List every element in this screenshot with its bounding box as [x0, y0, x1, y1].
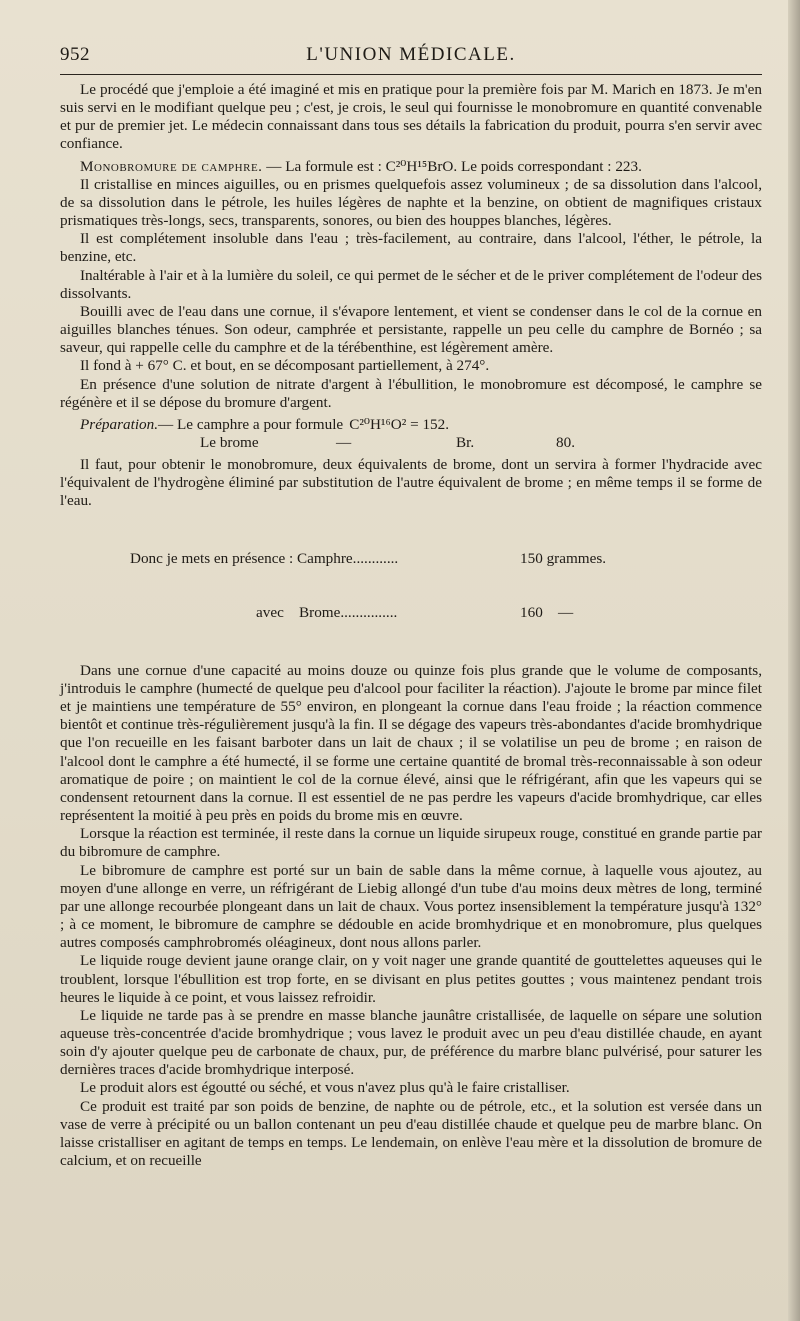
- paragraph-cristallise: Il cristallise en minces aiguilles, ou en prismes quelquefois assez volumineux ; de sa dissolution dans l'alcool, de sa dissolution dans le pétrole, les huiles légères de naphte et la benzine, on obtient de magnifiques cristaux prismatiques très-longs, secs, transparents, sonores, ou bien des houppes blanches, légères.: [60, 175, 762, 230]
- paragraph-cornue: Dans une cornue d'une capacité au moins douze ou quinze fois plus grande que le volume de composants, j'introduis le camphre (humecté de quelque peu d'alcool pour faciliter la réaction). J'ajoute le brome par mince filet et je maintiens une température de 55° environ, en plongeant la cornue dans l'eau froide ; la réaction commence bientôt et continue très-régulièrement jusqu'à la fin. Il se dégage des vapeurs très-abondantes d'acide bromhydrique que l'on recueille en les faisant barboter dans un lait de chaux ; il se volatilise un peu de brome ; en raison de l'alcool dont le camphre a été humecté, il se forme une certaine quantité de bromal très-reconnaissable à son odeur aromatique de poire ; on maintient le col de la cornue élevé, ainsi que le réfrigérant, afin que les vapeurs qui se condensent retournent dans la cornue. Il est essentiel de ne pas perdre les vapeurs d'acide bromhydrique, car elles représentent la moitié à peu près en poids du brome mis en œuvre.: [60, 661, 762, 825]
- recipe-line-camphre: [130, 550, 762, 568]
- article-body: [60, 81, 762, 1170]
- preparation-line-camphre: [60, 416, 762, 434]
- section-heading-monobromure: Monobromure de camphre.: [80, 157, 263, 175]
- recipe-brome-value: 160 —: [520, 604, 574, 622]
- preparation-brome-dash: —: [336, 433, 352, 451]
- running-title: L'UNION MÉDICALE.: [306, 44, 516, 65]
- paragraph-nitrate: En présence d'une solution de nitrate d'argent à l'ébullition, le monobromure est décomposé, le camphre se régénère et il se dépose du bromure d'argent.: [60, 375, 762, 411]
- page-header: [60, 42, 762, 72]
- header-rule: [60, 74, 762, 75]
- preparation-brome-symbol: Br.: [456, 433, 475, 451]
- preparation-brome-label: Le brome: [200, 433, 259, 451]
- preparation-brome-weight: 80.: [556, 433, 575, 451]
- paragraph-liquide-rouge: Le liquide rouge devient jaune orange clair, on y voit nager une grande quantité de gouttelettes aqueuses qui le troublent, lorsque l'ébullition est trop forte, en se divisant en plus petites gouttes ; vous maintenez pendant trois heures le liquide à ce point, et vous laissez refroidir.: [60, 952, 762, 1006]
- paragraph-benzine: Ce produit est traité par son poids de benzine, de naphte ou de pétrole, etc., et la solution est versée dans un vase de verre à précipité ou un ballon contenant un peu d'eau distillée chaude et quelque peu de marbre blanc. On laisse cristalliser en agitant de temps en temps. Le lendemain, on enlève l'eau mère et la dissolution de bromure de calcium, et on recueille: [60, 1097, 762, 1170]
- recipe-camphre-value: 150 grammes.: [520, 549, 607, 567]
- formula-text: — La formule est : C²⁰H¹⁵BrO. Le poids correspondant : 223.: [262, 157, 642, 175]
- paragraph-inalterable: Inaltérable à l'air et à la lumière du soleil, ce qui permet de le sécher et de le priver complétement de l'odeur des dissolvants.: [60, 266, 762, 302]
- preparation-camphre-text: — Le camphre a pour formule: [158, 415, 344, 433]
- paragraph-il-faut: Il faut, pour obtenir le monobromure, deux équivalents de brome, dont un servira à former l'hydracide avec l'équivalent de l'hydrogène éliminé par substitution de l'autre équivalent de brome ; en même temps il se forme de l'eau.: [60, 456, 762, 510]
- paragraph-procede: Le procédé que j'emploie a été imaginé et mis en pratique pour la première fois par M. Marich en 1873. Je m'en suis servi en le modifiant quelque peu ; c'est, je crois, le seul qui fournisse le monobromure en quantité convenable et pur de premier jet. Le médecin connaissant dans tous ses détails la fabrication du produit, pourra s'en servir avec confiance.: [60, 81, 762, 153]
- paragraph-insoluble: Il est complétement insoluble dans l'eau ; très-facilement, au contraire, dans l'alcool, l'éther, le pétrole, la benzine, etc.: [60, 230, 762, 266]
- paragraph-egoutte: Le produit alors est égoutté ou séché, et vous n'avez plus qu'à le faire cristalliser.: [80, 1079, 570, 1097]
- paragraph-masse-blanche: Le liquide ne tarde pas à se prendre en masse blanche jaunâtre cristallisée, de laquelle on sépare une solution aqueuse très-concentrée d'acide bromhydrique ; vous lavez le produit avec un peu d'eau distillée chaude, en ayant soin d'y ajouter quelque peu de carbonate de chaux, pur, de préférence du marbre blanc pulvérisé, pour saturer les dernières traces d'acide bromhydrique interposé.: [60, 1006, 762, 1079]
- page-number: 952: [60, 44, 90, 65]
- paragraph-bouilli: Bouilli avec de l'eau dans une cornue, il s'évapore lentement, et vient se condenser dans le col de la cornue en aiguilles blanches ténues. Son odeur, camphrée et persistante, rappelle un peu celle du camphre de Bornéo ; sa saveur, qui rappelle celle du camphre et de la térébenthine, est légèrement amère.: [60, 302, 762, 357]
- preparation-label: Préparation.: [80, 415, 159, 433]
- paragraph-fond: Il fond à + 67° C. et bout, en se décomposant partiellement, à 274°.: [80, 357, 490, 375]
- recipe-camphre-label: Donc je mets en présence : Camphre............: [130, 549, 399, 567]
- book-spine-shadow: [788, 0, 800, 1321]
- recipe-line-brome: [130, 604, 762, 622]
- recipe-brome-label: avec Brome...............: [256, 604, 398, 622]
- paragraph-bibromure: Le bibromure de camphre est porté sur un bain de sable dans la même cornue, à laquelle vous ajoutez, au moyen d'une allonge en verre, un réfrigérant de Liebig allongé d'un tube d'au moins deux mètres de long, terminé par une allonge recourbée plongeant dans un lait de chaux. Vous portez insensiblement la température jusqu'à 132° ; à ce moment, le bibromure de camphre se dédouble en acide bromhydrique et en monobromure, plus quelques autres composés camphrobromés oléagineux, dont nous allons parler.: [60, 861, 762, 952]
- preparation-camphre-formula: C²⁰H¹⁶O² = 152.: [349, 415, 450, 433]
- paragraph-reaction-terminee: Lorsque la réaction est terminée, il reste dans la cornue un liquide sirupeux rouge, constitué en grande partie par du bibromure de camphre.: [60, 825, 762, 861]
- preparation-line-brome: [60, 434, 762, 452]
- recipe-block: [60, 514, 762, 659]
- paragraph-monobromure-formula: [60, 158, 762, 176]
